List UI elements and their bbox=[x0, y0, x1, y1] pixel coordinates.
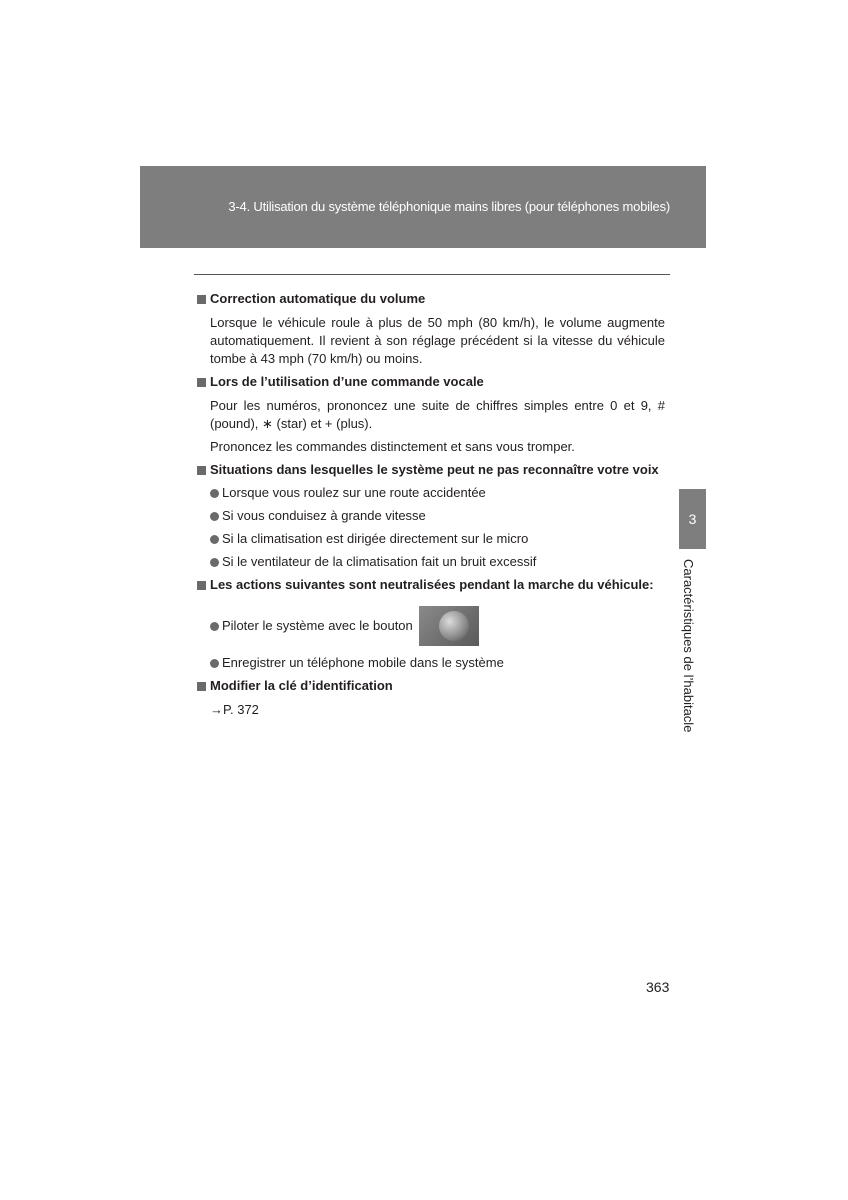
section-disabled-actions bbox=[197, 576, 665, 672]
list-item bbox=[210, 484, 665, 502]
section-voice-command bbox=[197, 373, 665, 456]
section-heading-text: Situations dans lesquelles le système peut ne pas reconnaître votre voix bbox=[210, 462, 659, 477]
section-volume-correction bbox=[197, 290, 665, 368]
list-item-text: Si vous conduisez à grande vitesse bbox=[222, 508, 426, 523]
round-bullet-icon bbox=[210, 622, 219, 631]
chapter-header-band bbox=[140, 166, 706, 248]
round-bullet-icon bbox=[210, 489, 219, 498]
square-bullet-icon bbox=[197, 682, 206, 691]
section-heading-text: Modifier la clé d’identification bbox=[210, 678, 393, 693]
page-content bbox=[197, 290, 665, 724]
chapter-tab bbox=[679, 489, 706, 549]
page-number: 363 bbox=[646, 979, 670, 995]
section-heading bbox=[197, 677, 665, 695]
section-heading bbox=[197, 461, 665, 479]
section-heading bbox=[197, 290, 665, 308]
list-item bbox=[210, 654, 665, 672]
section-heading-text: Les actions suivantes sont neutralisées pendant la marche du véhicule: bbox=[210, 577, 654, 592]
section-heading bbox=[197, 576, 665, 594]
list-item-text: Enregistrer un téléphone mobile dans le système bbox=[222, 655, 504, 670]
list-item-text: Si le ventilateur de la climatisation fait un bruit excessif bbox=[222, 554, 537, 569]
list-item bbox=[210, 553, 665, 571]
paragraph: Pour les numéros, prononcez une suite de chiffres simples entre 0 et 9, # (pound), ∗ (star) et + (plus). bbox=[210, 398, 665, 431]
section-identification-key bbox=[197, 677, 665, 719]
section-heading-text: Lors de l’utilisation d’une commande vocale bbox=[210, 374, 484, 389]
square-bullet-icon bbox=[197, 295, 206, 304]
list-item bbox=[210, 606, 665, 646]
chapter-header-title: 3-4. Utilisation du système téléphonique mains libres (pour téléphones mobiles) bbox=[228, 199, 670, 214]
section-divider bbox=[194, 274, 670, 275]
paragraph: Prononcez les commandes distinctement et sans vous tromper. bbox=[210, 439, 575, 454]
page-reference-link[interactable]: →P. 372 bbox=[210, 702, 259, 717]
round-bullet-icon bbox=[210, 558, 219, 567]
section-heading bbox=[197, 373, 665, 391]
square-bullet-icon bbox=[197, 581, 206, 590]
list-item-text: Piloter le système avec le bouton bbox=[222, 618, 413, 633]
list-item bbox=[210, 530, 665, 548]
chapter-tab-number: 3 bbox=[688, 511, 697, 527]
square-bullet-icon bbox=[197, 378, 206, 387]
square-bullet-icon bbox=[197, 466, 206, 475]
list-item-text: Si la climatisation est dirigée directement sur le micro bbox=[222, 531, 529, 546]
list-item-text: Lorsque vous roulez sur une route accidentée bbox=[222, 485, 486, 500]
section-heading-text: Correction automatique du volume bbox=[210, 291, 426, 306]
chapter-tab-label: Caractéristiques de l’habitacle bbox=[681, 559, 696, 733]
paragraph: Lorsque le véhicule roule à plus de 50 mph (80 km/h), le volume augmente automatiquement. Il revient à son réglage précédent si la vitesse du véhicule tombe à 43 mph (70 km/h) ou moins. bbox=[210, 315, 665, 366]
round-bullet-icon bbox=[210, 659, 219, 668]
control-knob-icon bbox=[439, 611, 469, 641]
section-voice-recognition-issues bbox=[197, 461, 665, 571]
control-knob-photo bbox=[419, 606, 479, 646]
list-item bbox=[210, 507, 665, 525]
round-bullet-icon bbox=[210, 535, 219, 544]
round-bullet-icon bbox=[210, 512, 219, 521]
